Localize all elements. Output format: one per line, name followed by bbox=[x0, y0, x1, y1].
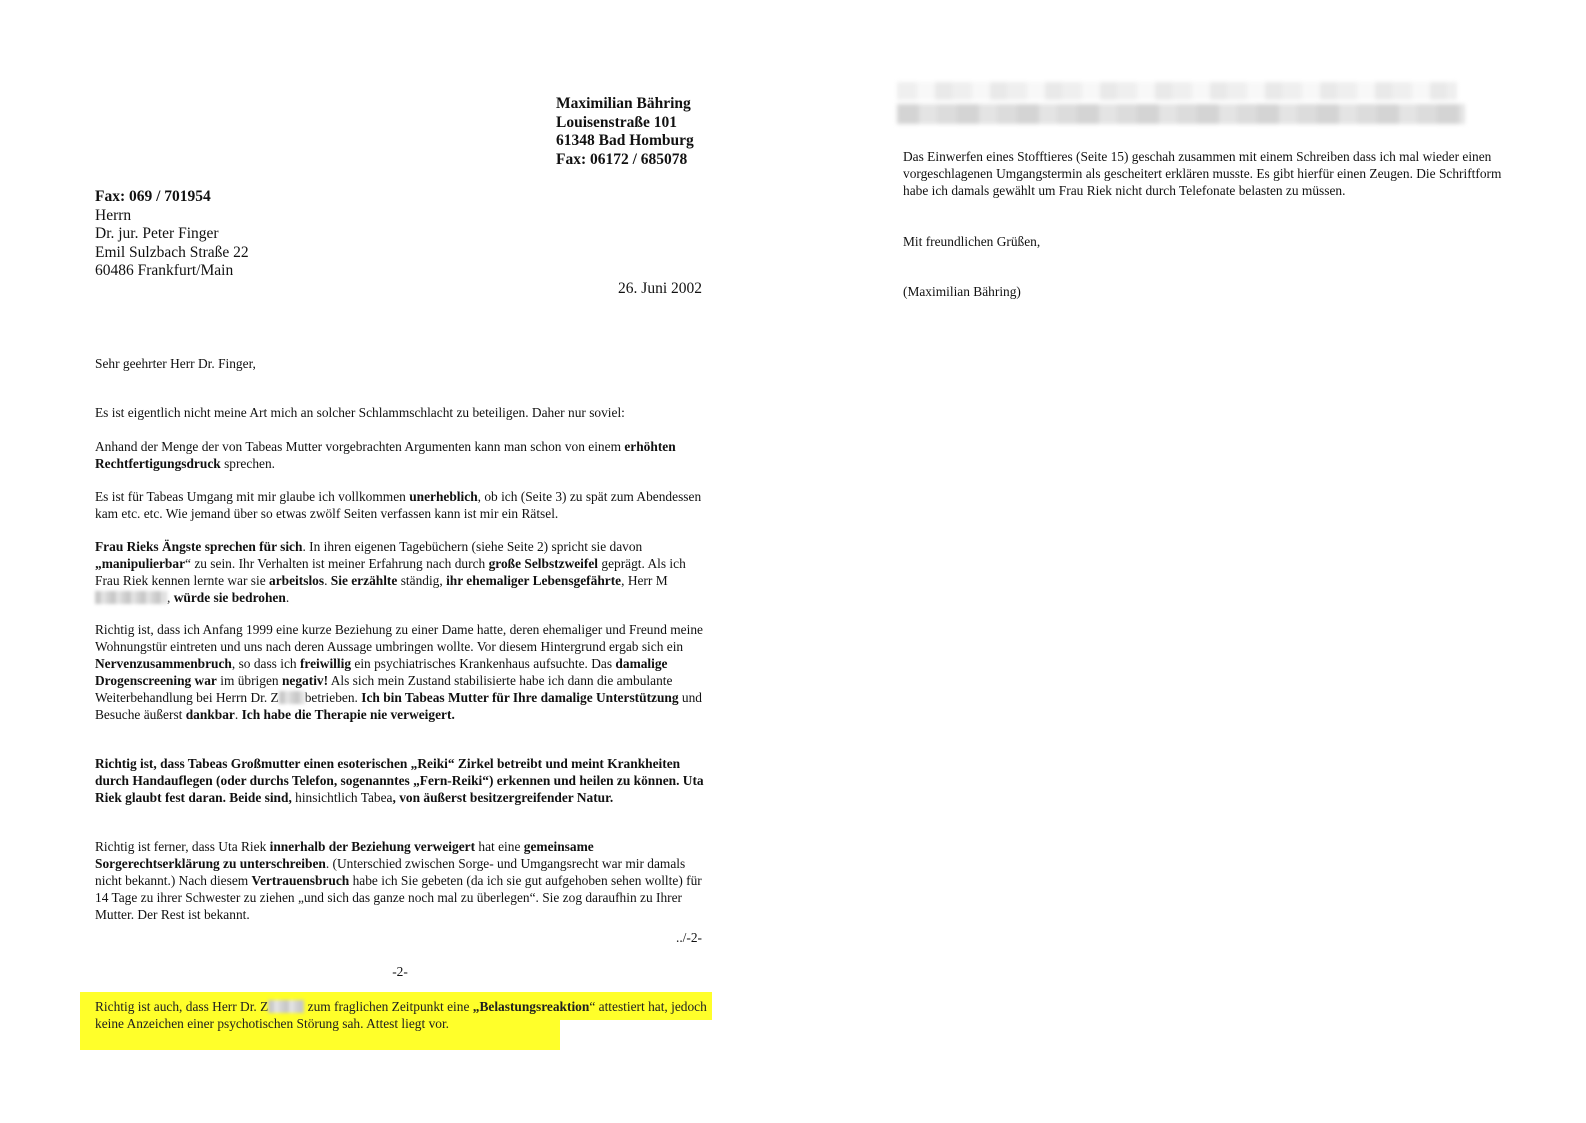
signature: (Maximilian Bähring) bbox=[903, 284, 1021, 299]
sender-street: Louisenstraße 101 bbox=[556, 113, 677, 131]
paragraph-5-text: betrieben. bbox=[304, 690, 362, 705]
sender-city: 61348 Bad Homburg bbox=[556, 132, 694, 149]
paragraph-4-bold: „manipulierbar bbox=[95, 556, 186, 571]
paragraph-4-text: . In ihren eigenen Tagebüchern (siehe Seite 2) spricht sie davon bbox=[302, 539, 643, 554]
paragraph-7-text: Richtig ist ferner, dass Uta Riek bbox=[95, 839, 270, 854]
paragraph-3-bold: unerheblich bbox=[409, 489, 478, 504]
paragraph-3-text: Es ist für Tabeas Umgang mit mir glaube ich vollkommen bbox=[95, 489, 410, 504]
paragraph-4-bold: ihr ehemaliger Lebensgefährte bbox=[446, 573, 622, 588]
paragraph-5-bold: damalige Drogenscreening war bbox=[95, 656, 668, 688]
highlighted-text: Richtig ist auch, dass Herr Dr. Z bbox=[95, 999, 269, 1014]
page2-paragraph: Das Einwerfen eines Stofftieres (Seite 15) geschah zusammen mit einem Schreiben dass ich mal wieder einen vorgeschlagenen Umgangstermin als gescheitert erklären musste. Es gibt hierfür einen Zeugen. Die Schriftform habe ich damals gewählt um Frau Riek nicht durch Telefonate belasten zu müssen. bbox=[903, 149, 1502, 198]
paragraph-3-text: , ob ich (Seite 3) zu spät zum Abendessen kam etc. etc. Wie jemand über so etwas zwölf Seiten verfassen kann ist mir ein Rätsel. bbox=[95, 489, 702, 521]
highlighted-text: zum fraglichen Zeitpunkt eine bbox=[304, 999, 473, 1014]
greeting: Sehr geehrter Herr Dr. Finger, bbox=[95, 356, 256, 371]
paragraph-2 bbox=[95, 438, 710, 472]
paragraph-4-bold: große Selbstzweifel bbox=[488, 556, 599, 571]
paragraph-4-bold: würde sie bedrohen bbox=[173, 590, 286, 605]
paragraph-4-text: , bbox=[167, 590, 174, 605]
paragraph-5 bbox=[95, 621, 710, 723]
paragraph-7-bold: gemeinsame Sorgerechtserklärung zu unterschreiben bbox=[95, 839, 594, 871]
paragraph-6-text: hinsichtlich Tabea bbox=[291, 790, 393, 805]
paragraph-5-text: , so dass ich bbox=[231, 656, 300, 671]
paragraph-5-bold: Ich habe die Therapie nie verweigert. bbox=[241, 707, 455, 722]
paragraph-5-bold: Ich bin Tabeas Mutter für Ihre damalige Unterstützung bbox=[361, 690, 679, 705]
redacted-header-blur bbox=[897, 78, 1465, 128]
paragraph-5-text: ein psychiatrisches Krankenhaus aufsuchte. Das bbox=[351, 656, 616, 671]
redacted-name-blur bbox=[95, 591, 167, 604]
recipient-city: 60486 Frankfurt/Main bbox=[95, 262, 234, 279]
highlighted-paragraph bbox=[95, 998, 710, 1032]
paragraph-2-text: Anhand der Menge der von Tabeas Mutter vorgebrachten Argumenten kann man schon von einem bbox=[95, 439, 625, 454]
paragraph-7-bold: innerhalb der Beziehung verweigert bbox=[269, 839, 476, 854]
paragraph-4-bold: Frau Rieks Ängste sprechen für sich bbox=[95, 539, 303, 554]
paragraph-6 bbox=[95, 755, 710, 806]
paragraph-4-bold: Sie erzählte bbox=[330, 573, 398, 588]
paragraph-4-text: . bbox=[324, 573, 331, 588]
paragraph-1: Es ist eigentlich nicht meine Art mich an solcher Schlammschlacht zu beteiligen. Daher nur soviel: bbox=[95, 405, 625, 420]
paragraph-6-bold: Richtig ist, dass Tabeas Großmutter einen esoterischen „Reiki“ Zirkel betreibt und meint Krankheiten durch Handauflegen (oder durchs Telefon, sogenanntes „Fern-Reiki“) erkennen und heilen zu können. Uta Riek glaubt fest daran. Beide sind, bbox=[95, 756, 704, 805]
recipient-street: Emil Sulzbach Straße 22 bbox=[95, 243, 249, 261]
continued-page-reference: ../-2- bbox=[675, 930, 702, 945]
closing: Mit freundlichen Grüßen, bbox=[903, 234, 1041, 249]
paragraph-5-text: Als sich mein Zustand stabilisierte habe ich dann die ambulante Weiterbehandlung bei Herrn Dr. Z bbox=[95, 673, 673, 705]
paragraph-7-text: hat eine bbox=[475, 839, 524, 854]
paragraph-5-bold: freiwillig bbox=[299, 656, 352, 671]
recipient-name: Dr. jur. Peter Finger bbox=[95, 225, 219, 242]
letter-date: 26. Juni 2002 bbox=[618, 280, 702, 297]
paragraph-4 bbox=[95, 538, 710, 606]
sender-name: Maximilian Bähring bbox=[556, 95, 691, 112]
paragraph-2-bold: erhöhten Rechtfertigungsdruck bbox=[95, 439, 676, 471]
paragraph-4-text: “ zu sein. Ihr Verhalten ist meiner Erfahrung nach durch bbox=[185, 556, 489, 571]
paragraph-7-text: . (Unterschied zwischen Sorge- und Umgangsrecht war mir damals nicht bekannt.) Nach diesem bbox=[95, 856, 686, 888]
page-number: -2- bbox=[392, 964, 408, 979]
paragraph-4-text: . bbox=[285, 590, 290, 605]
sender-address-block bbox=[556, 95, 694, 169]
paragraph-5-text: . bbox=[234, 707, 242, 722]
sender-fax: Fax: 06172 / 685078 bbox=[556, 150, 688, 168]
paragraph-3 bbox=[95, 488, 710, 522]
paragraph-5-text: im übrigen bbox=[216, 673, 282, 688]
paragraph-4-text: geprägt. Als ich Frau Riek kennen lernte war sie bbox=[95, 556, 686, 588]
highlighted-text: “ attestiert hat, jedoch keine Anzeichen einer psychotischen Störung sah. Attest liegt vor. bbox=[95, 999, 707, 1031]
paragraph-5-text: und Besuche äußerst bbox=[95, 690, 702, 722]
paragraph-5-bold: negativ! bbox=[281, 673, 329, 688]
paragraph-5-text: Richtig ist, dass ich Anfang 1999 eine kurze Beziehung zu einer Dame hatte, deren ehemaliger und Freund meine Wohnungstür eintreten und uns nach deren Aussage umbringen wollte. Vor diesem Hintergrund ergab sich ein bbox=[95, 622, 703, 654]
paragraph-4-bold: arbeitslos bbox=[269, 573, 325, 588]
recipient-fax: Fax: 069 / 701954 bbox=[95, 188, 211, 205]
paragraph-4-text: ständig, bbox=[397, 573, 447, 588]
recipient-address-block bbox=[95, 188, 249, 281]
paragraph-2-text: sprechen. bbox=[220, 456, 276, 471]
paragraph-7 bbox=[95, 838, 710, 923]
recipient-salutation: Herrn bbox=[95, 206, 132, 224]
redacted-header-row bbox=[897, 104, 1465, 124]
redacted-header-row bbox=[897, 82, 1457, 100]
paragraph-7-text: habe ich Sie gebeten (da ich sie gut aufgehoben sehen wollte) für 14 Tage zu ihrer Schwester zu ziehen „und sich das ganze noch mal zu überlegen“. Sie zog daraufhin zu Ihrer Mutter. Der Rest ist bekannt. bbox=[95, 873, 702, 922]
redacted-name-blur bbox=[279, 691, 305, 704]
paragraph-4-text: , Herr M bbox=[621, 573, 668, 588]
highlighted-bold: „Belastungsreaktion bbox=[472, 999, 590, 1014]
paragraph-7-bold: Vertrauensbruch bbox=[251, 873, 350, 888]
paragraph-5-bold: Nervenzusammenbruch bbox=[95, 656, 232, 671]
paragraph-6-bold: , von äußerst besitzergreifender Natur. bbox=[392, 790, 614, 805]
redacted-name-blur bbox=[268, 1000, 304, 1013]
paragraph-5-bold: dankbar bbox=[185, 707, 235, 722]
